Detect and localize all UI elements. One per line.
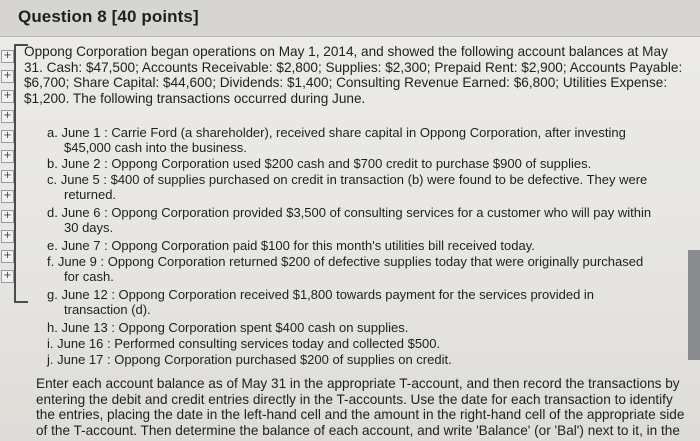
transaction-line: h. June 13 : Oppong Corporation spent $400 cash on supplies. bbox=[47, 320, 409, 335]
instructions-paragraph: Enter each account balance as of May 31 in the appropriate T-account, and then record the transactions by entering the debit and credit entries directly in the T-accounts. Use the date for each transaction to identify the entries, placing the date in the left-hand cell and the amount in the right-hand cell of the appropriate side of the T-account. Then determine the balance of each account, and write 'Balance' (or 'Bal') next to it, in the bbox=[36, 376, 685, 438]
transaction-line: j. June 17 : Oppong Corporation purchased $200 of supplies on credit. bbox=[47, 352, 452, 367]
transaction-line: b. June 2 : Oppong Corporation used $200 cash and $700 credit to purchase $900 of supplies. bbox=[47, 156, 592, 171]
transaction-line: c. June 5 : $400 of supplies purchased on credit in transaction (b) were found to be defective. They were bbox=[47, 172, 648, 187]
transaction-line: i. June 16 : Performed consulting services today and collected $500. bbox=[47, 336, 441, 351]
list-item bbox=[47, 156, 687, 171]
list-item bbox=[47, 172, 687, 202]
list-item bbox=[47, 336, 687, 351]
list-item bbox=[47, 352, 687, 367]
expand-icon[interactable]: + bbox=[1, 70, 14, 83]
transaction-continuation: 30 days. bbox=[64, 220, 114, 235]
transaction-line: d. June 6 : Oppong Corporation provided $3,500 of consulting services for a customer who will pay within bbox=[47, 205, 652, 220]
list-item bbox=[47, 205, 687, 235]
list-item bbox=[47, 254, 687, 284]
adjacent-window-edge bbox=[688, 250, 700, 360]
transaction-line: g. June 12 : Oppong Corporation received $1,800 towards payment for the services provided in bbox=[47, 287, 595, 302]
expand-icon[interactable]: + bbox=[1, 90, 14, 103]
list-item bbox=[47, 287, 687, 317]
expand-icon[interactable]: + bbox=[1, 150, 14, 163]
expand-icon[interactable]: + bbox=[1, 190, 14, 203]
list-item bbox=[47, 125, 687, 155]
expand-icon[interactable]: + bbox=[1, 170, 14, 183]
expand-icon[interactable]: + bbox=[1, 130, 14, 143]
expand-icon[interactable]: + bbox=[1, 110, 14, 123]
expand-icon[interactable]: + bbox=[1, 250, 14, 263]
expand-icon[interactable]: + bbox=[1, 230, 14, 243]
transaction-continuation: transaction (d). bbox=[64, 302, 151, 317]
expand-icon[interactable]: + bbox=[1, 210, 14, 223]
transaction-line: e. June 7 : Oppong Corporation paid $100 for this month's utilities bill received today. bbox=[47, 238, 535, 253]
list-item bbox=[47, 238, 687, 253]
intro-paragraph: Oppong Corporation began operations on May 1, 2014, and showed the following account balances at May 31. Cash: $47,500; Accounts Receivable: $2,800; Supplies: $2,300; Prepaid Rent: $2,900; Accounts Payable: $6,700; Share Capital: $44,600; Dividends: $1,400; Consulting Revenue Earned: $6,800; Utilities Expense: $1,200. The following transactions occurred during June. bbox=[24, 44, 683, 106]
expand-icon[interactable]: + bbox=[1, 50, 14, 63]
transaction-continuation: for cash. bbox=[64, 269, 114, 284]
expand-icon[interactable]: + bbox=[1, 270, 14, 283]
question-title: Question 8 [40 points] bbox=[18, 7, 199, 26]
transaction-line: f. June 9 : Oppong Corporation returned $200 of defective supplies today that were originally purchased bbox=[47, 254, 644, 269]
transaction-line: a. June 1 : Carrie Ford (a shareholder), received share capital in Oppong Corporation, after investing bbox=[47, 125, 626, 140]
header-band bbox=[0, 0, 700, 37]
transaction-continuation: returned. bbox=[64, 187, 117, 202]
list-item bbox=[47, 320, 687, 335]
transaction-continuation: $45,000 cash into the business. bbox=[64, 140, 247, 155]
